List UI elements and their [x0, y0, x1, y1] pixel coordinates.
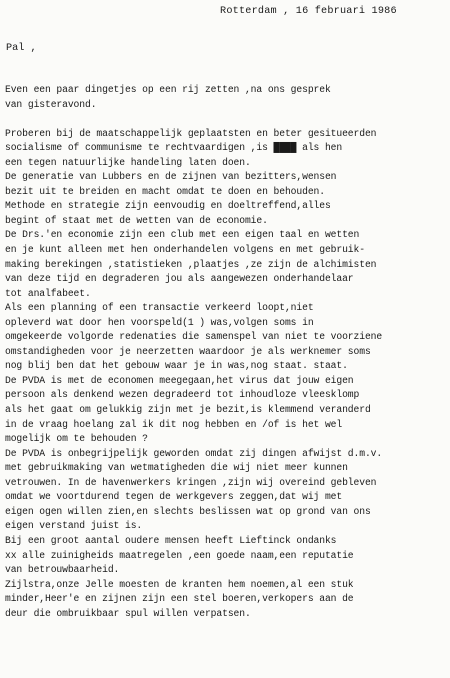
letter-line: met gebruikmaking van wetmatigheden die wij niet meer kunnen — [5, 462, 348, 474]
letter-line: van deze tijd en degraderen jou als aangewezen onderhandelaar — [5, 273, 354, 285]
letter-line: De Drs.'en economie zijn een club met een eigen taal en wetten — [5, 229, 360, 241]
letter-line: begint of staat met de wetten van de economie. — [5, 214, 268, 226]
letter-line: De generatie van Lubbers en de zijnen van bezitters,wensen — [5, 171, 337, 183]
letter-line: socialisme of communisme te rechtvaardigen ,is ████ als hen — [5, 142, 343, 154]
letter-line: als het gaat om gelukkig zijn met je bezit,is klemmend veranderd — [5, 404, 371, 416]
letter-line: vetrouwen. In de havenwerkers kringen ,zijn wij overeind gebleven — [5, 476, 377, 488]
letter-line: eigen ogen willen zien,en slechts beslissen wat op grond van ons — [5, 505, 371, 517]
dateline: Rotterdam , 16 februari 1986 — [220, 6, 397, 17]
letter-line: De PVDA is onbegrijpelijk geworden omdat zij dingen afwijst d.m.v. — [5, 447, 383, 459]
letter-line: en je kunt alleen met hen onderhandelen volgens en met gebruik- — [5, 244, 365, 256]
letter-line: opleverd wat door hen voorspeld(1 ) was,volgen soms in — [5, 316, 314, 328]
letter-line: De PVDA is met de economen meegegaan,het virus dat jouw eigen — [5, 374, 354, 386]
letter-line: tot analfabeet. — [5, 287, 91, 299]
letter-line: persoon als denkend wezen degradeerd tot inhoudloze vleesklomp — [5, 389, 360, 401]
letter-line: eigen verstand juist is. — [5, 520, 143, 532]
letter-body — [5, 83, 445, 621]
letter-line: van betrouwbaarheid. — [5, 564, 120, 576]
letter-line: omdat we voortdurend tegen de werkgevers zeggen,dat wij met — [5, 491, 343, 503]
letter-line: van gisteravond. — [5, 98, 97, 110]
letter-line: nog blij ben dat het gebouw waar je in was,nog staat. staat. — [5, 360, 348, 372]
letter-line: minder,Heer'e en zijnen zijn een stel boeren,verkopers aan de — [5, 593, 354, 605]
letter-line: een tegen natuurlijke handeling laten doen. — [5, 156, 251, 168]
letter-line: bezit uit te breiden en macht omdat te doen en behouden. — [5, 185, 325, 197]
letter-line: Zijlstra,onze Jelle moesten de kranten hem noemen,al een stuk — [5, 578, 354, 590]
letter-line: Methode en strategie zijn eenvoudig en doeltreffend,alles — [5, 200, 331, 212]
letter-line: Bij een groot aantal oudere mensen heeft Lieftinck ondanks — [5, 534, 337, 546]
letter-line: omstandigheden voor je neerzetten waardoor je als werknemer soms — [5, 345, 371, 357]
letter-line: Als een planning of een transactie verkeerd loopt,niet — [5, 302, 314, 314]
letter-line: Proberen bij de maatschappelijk geplaatsten en beter gesitueerden — [5, 127, 377, 139]
letter-line: xx alle zuinigheids maatregelen ,een goede naam,een reputatie — [5, 549, 354, 561]
salutation: Pal , — [6, 43, 37, 54]
letter-line: in de vraag hoelang zal ik dit nog hebben en /of is het wel — [5, 418, 343, 430]
paragraph-gap — [5, 112, 445, 127]
letter-line: making berekingen ,statistieken ,plaatjes ,ze zijn de alchimisten — [5, 258, 377, 270]
letter-line: omgekeerde volgorde redenaties die samenspel van niet te voorziene — [5, 331, 383, 343]
letter-line: Even een paar dingetjes op een rij zetten ,na ons gesprek — [5, 84, 331, 95]
letter-line: deur die ombruikbaar spul willen verpatsen. — [5, 607, 251, 619]
letter-line: mogelijk om te behouden ? — [5, 433, 148, 445]
